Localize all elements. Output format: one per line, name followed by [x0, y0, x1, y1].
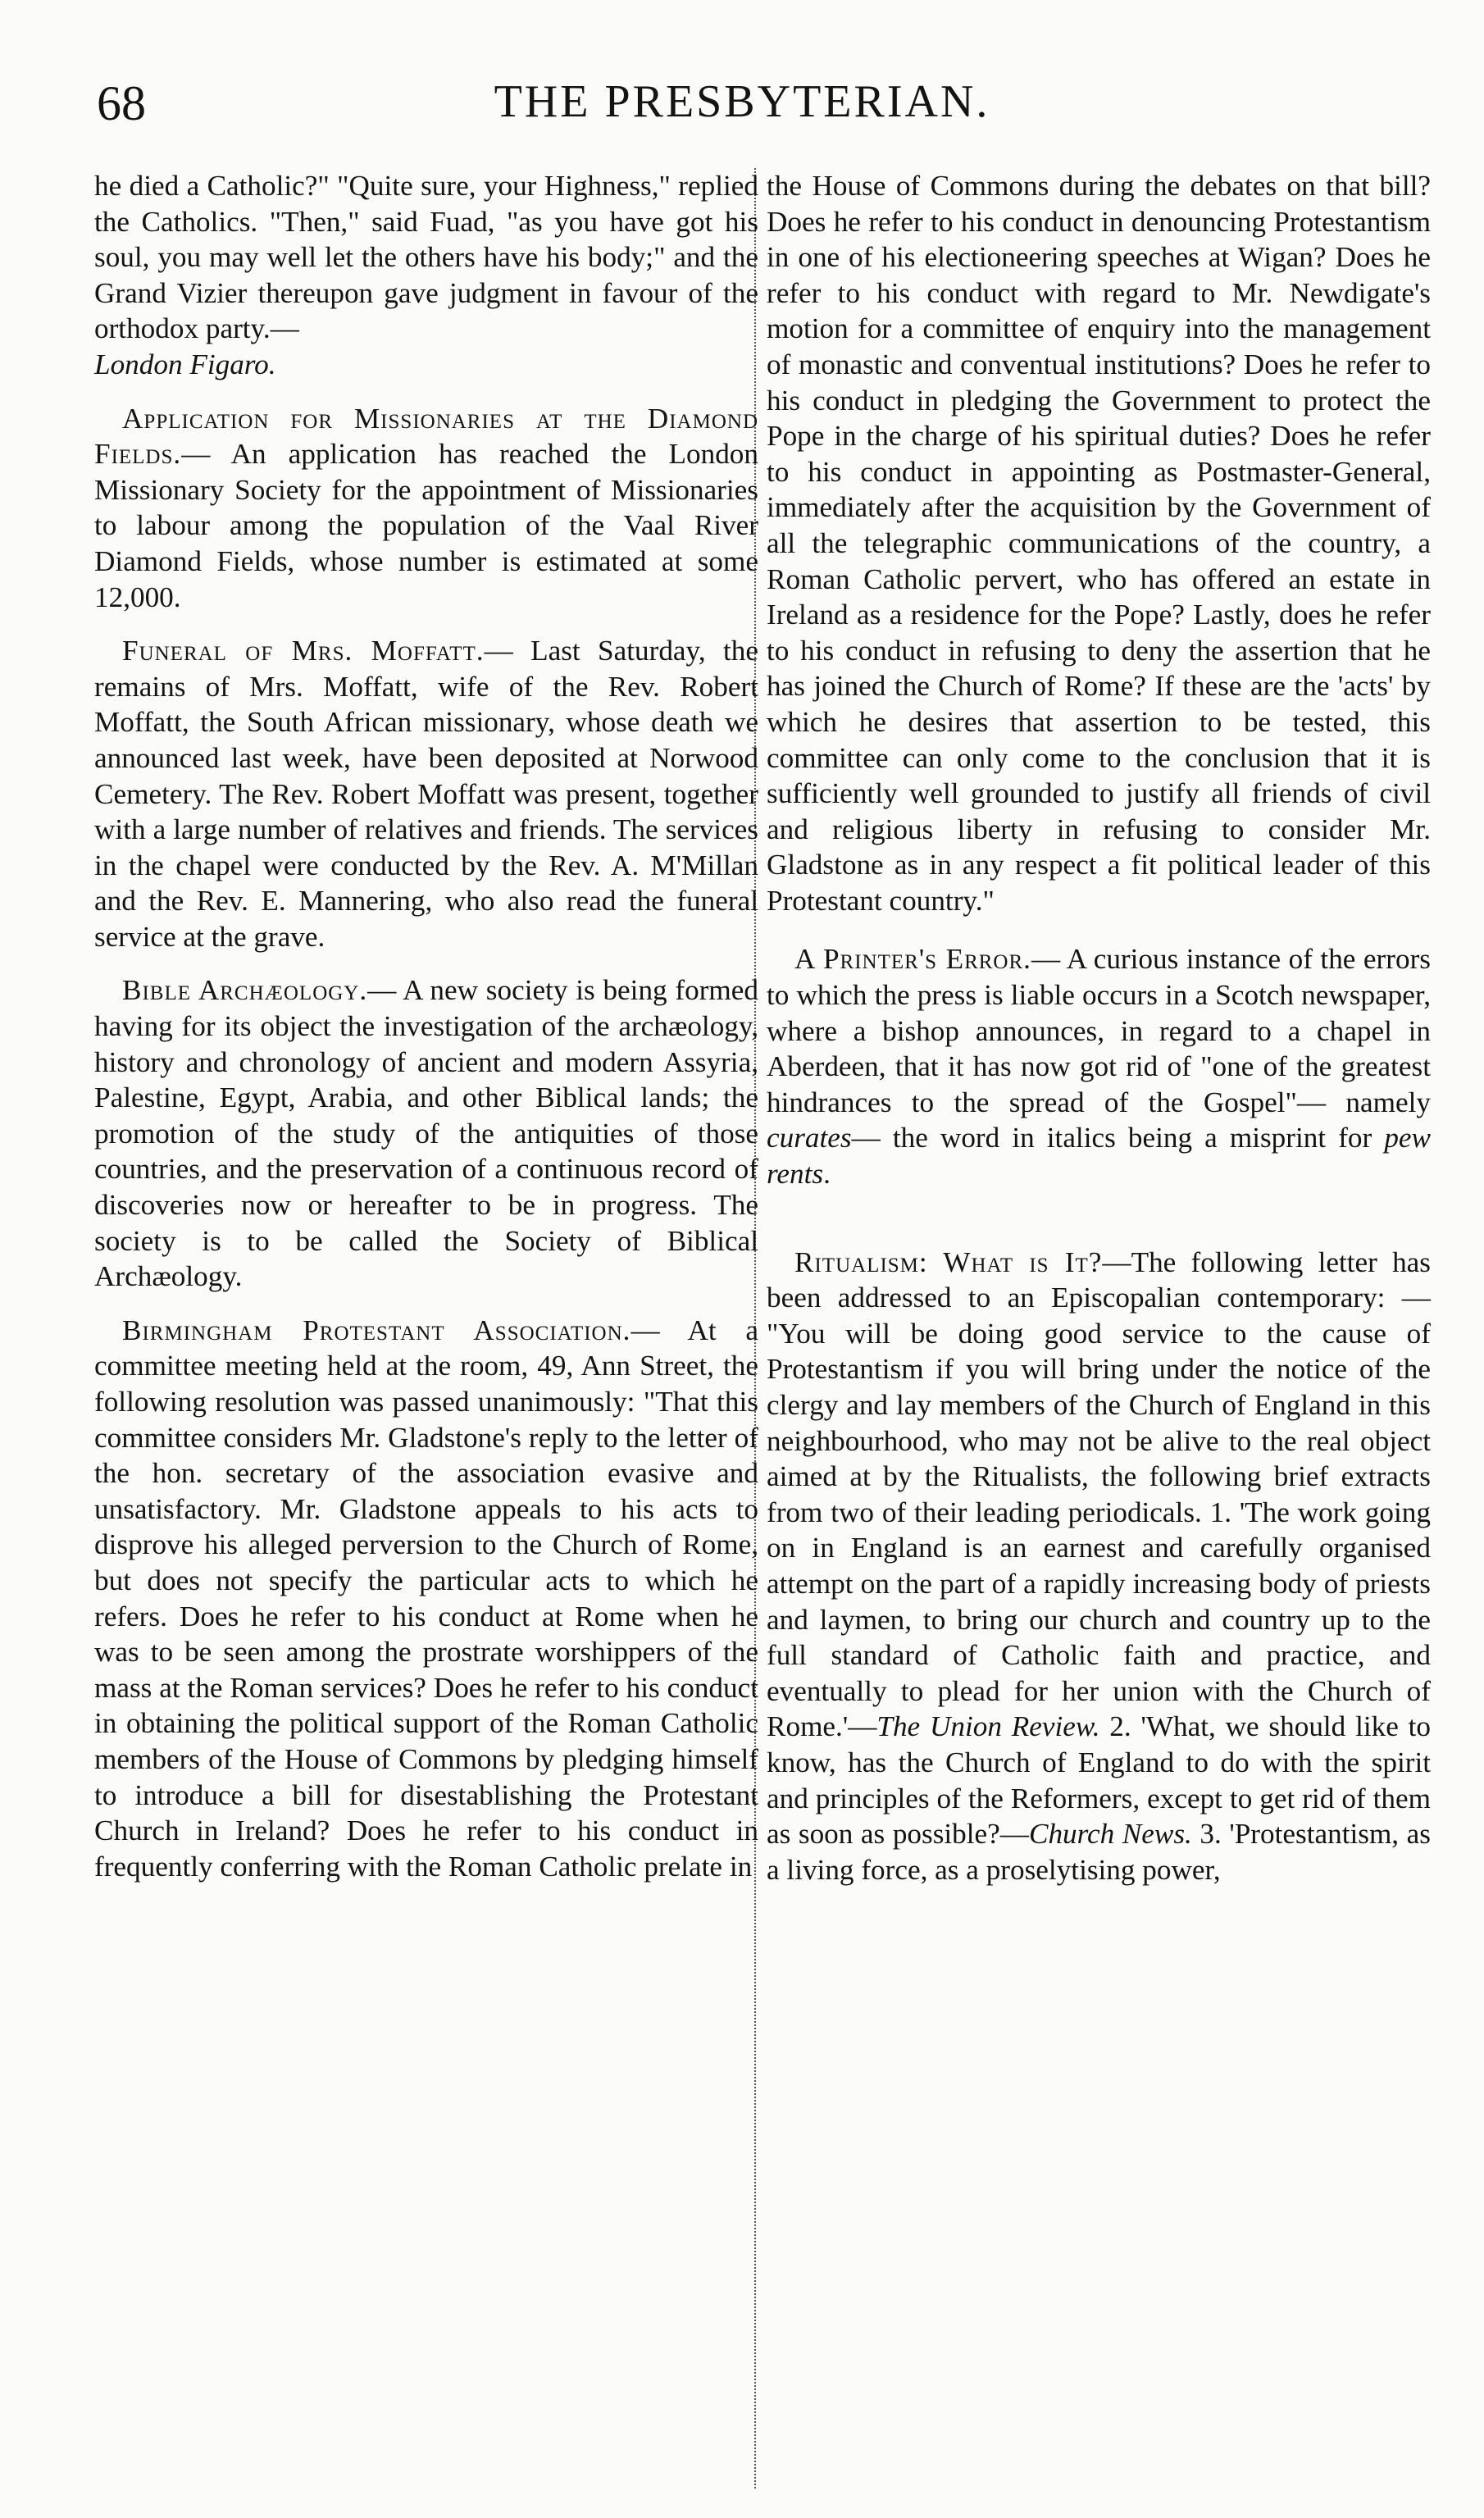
article-missionaries: [94, 401, 758, 616]
body-printer-3: .: [823, 1158, 831, 1191]
source-union-review: The Union Review.: [876, 1710, 1100, 1743]
heading-birmingham: Birmingham Protestant Association.: [122, 1314, 631, 1346]
running-head: THE PRESBYTERIAN.: [494, 76, 990, 127]
italic-curates: curates: [767, 1122, 852, 1154]
article-funeral: [94, 633, 758, 954]
heading-funeral: Funeral of Mrs. Moffatt.: [122, 635, 485, 667]
source-church-news: Church News.: [1028, 1818, 1192, 1851]
body-ritualism-2: 2. 'What, we should like to know, has the Church of England to do with the spirit and principles of the Reformers, except to get rid of them as soon as possible?—: [767, 1710, 1431, 1851]
source-london-figaro: London Figaro.: [94, 348, 276, 380]
body-printer-1: — A curious instance of the errors to which the press is liable occurs in a Scotch newspaper, where a bishop announces, in regard to a chapel in Aberdeen, that it has now got rid of "one of the greatest hindrances to the spread of the Gospel"— namely: [767, 943, 1431, 1118]
body-printer-2: — the word in italics being a misprint for: [851, 1122, 1385, 1154]
article-ritualism: [767, 1245, 1431, 1888]
body-missionaries: — An application has reached the London Missionary Society for the appointment of Missionaries to labour among the population of the Vaal River Diamond Fields, whose number is estimated at some 12,000.: [94, 438, 758, 613]
body-funeral: — Last Saturday, the remains of Mrs. Moffatt, wife of the Rev. Robert Moffatt, the South African missionary, whose death we announced last week, have been deposited at Norwood Cemetery. The Rev. Robert Moffatt was present, together with a large number of relatives and friends. The services in the chapel were conducted by the Rev. A. M'Millan and the Rev. E. Mannering, who also read the funeral service at the grave.: [94, 635, 758, 953]
paragraph-fuad: [94, 168, 758, 383]
page-number: 68: [97, 76, 146, 130]
italic-pew-rents: pew rents: [767, 1122, 1431, 1191]
paragraph-fuad-text: he died a Catholic?" "Quite sure, your Highness," replied the Catholics. "Then," said Fuad, "as you have got his soul, you may well let the others have his body;" and the Grand Vizier thereupon gave judgment in favour of the orthodox party.—: [94, 170, 758, 345]
right-column: [767, 168, 1431, 1887]
body-birmingham: — At a committee meeting held at the room, 49, Ann Street, the following resolution was passed unanimously: "That this committee considers Mr. Gladstone's reply to the letter of the hon. secretary of the association evasive and unsatisfactory. Mr. Gladstone appeals to his acts to disprove his alleged perversion to the Church of Rome, but does not specify the particular acts to which he refers. Does he refer to his conduct at Rome when he was to be seen among the prostrate worshippers of the mass at the Roman services? Does he refer to his conduct in obtaining the political support of the Roman Catholic members of the House of Commons by pledging himself to introduce a bill for disestablishing the Protestant Church in Ireland? Does he refer to his conduct in frequently conferring with the Roman Catholic prelate in: [94, 1314, 758, 1883]
heading-missionaries: Application for Missionaries at the Diamond Fields.: [94, 402, 758, 471]
body-archaeology: — A new society is being formed having for its object the investigation of the archæology, history and chronology of ancient and modern Assyria, Palestine, Egypt, Arabia, and other Biblical lands; the promotion of the study of the antiquities of those countries, and the preservation of a continuous record of discoveries now or hereafter to be in progress. The society is to be called the Society of Biblical Archæology.: [94, 974, 759, 1293]
heading-archaeology: Bible Archæology.: [122, 974, 368, 1007]
article-archaeology: [94, 972, 758, 1294]
paragraph-continued: the House of Commons during the debates on that bill? Does he refer to his conduct in denouncing Protestantism in one of his electioneering speeches at Wigan? Does he refer to his conduct with regard to Mr. Newdigate's motion for a committee of enquiry into the management of monastic and conventual institutions? Does he refer to his conduct in pledging the Government to protect the Pope in the charge of his spiritual duties? Does he refer to his conduct in appointing as Postmaster-General, immediately after the acquisition by the Government of all the telegraphic communications of the country, a Roman Catholic pervert, who has offered an estate in Ireland as a residence for the Pope? Lastly, does he refer to his conduct in refusing to deny the assertion that he has joined the Church of Rome? If these are the 'acts' by which he desires that assertion to be tested, this committee can only come to the conclusion that it is sufficiently well grounded to justify all friends of civil and religious liberty in refusing to consider Mr. Gladstone as in any respect a fit political leader of this Protestant country.": [767, 170, 1431, 917]
heading-ritualism: Ritualism: What is It?: [794, 1245, 1103, 1278]
body-ritualism-1: —The following letter has been addressed to an Episcopalian contemporary: — "You will be doing good service to the cause of Protestantism if you will bring under the notice of the clergy and lay members of the Church of England in this neighbourhood, who may not be alive to the real object aimed at by the Ritualists, the following brief extracts from two of their leading periodicals. 1. 'The work going on in England is an earnest and carefully organised attempt on the part of a rapidly increasing body of priests and laymen, to bring our church and country up to the full standard of Catholic faith and practice, and eventually to plead for her union with the Church of Rome.'—: [767, 1245, 1431, 1743]
body-ritualism-3: 3. 'Protestantism, as a living force, as a proselytising power,: [767, 1818, 1431, 1886]
left-column: [94, 168, 758, 1884]
article-printer: [767, 941, 1431, 1191]
article-birmingham: [94, 1313, 758, 1885]
heading-printer: A Printer's Error.: [794, 943, 1031, 976]
page-header: [0, 0, 1484, 164]
